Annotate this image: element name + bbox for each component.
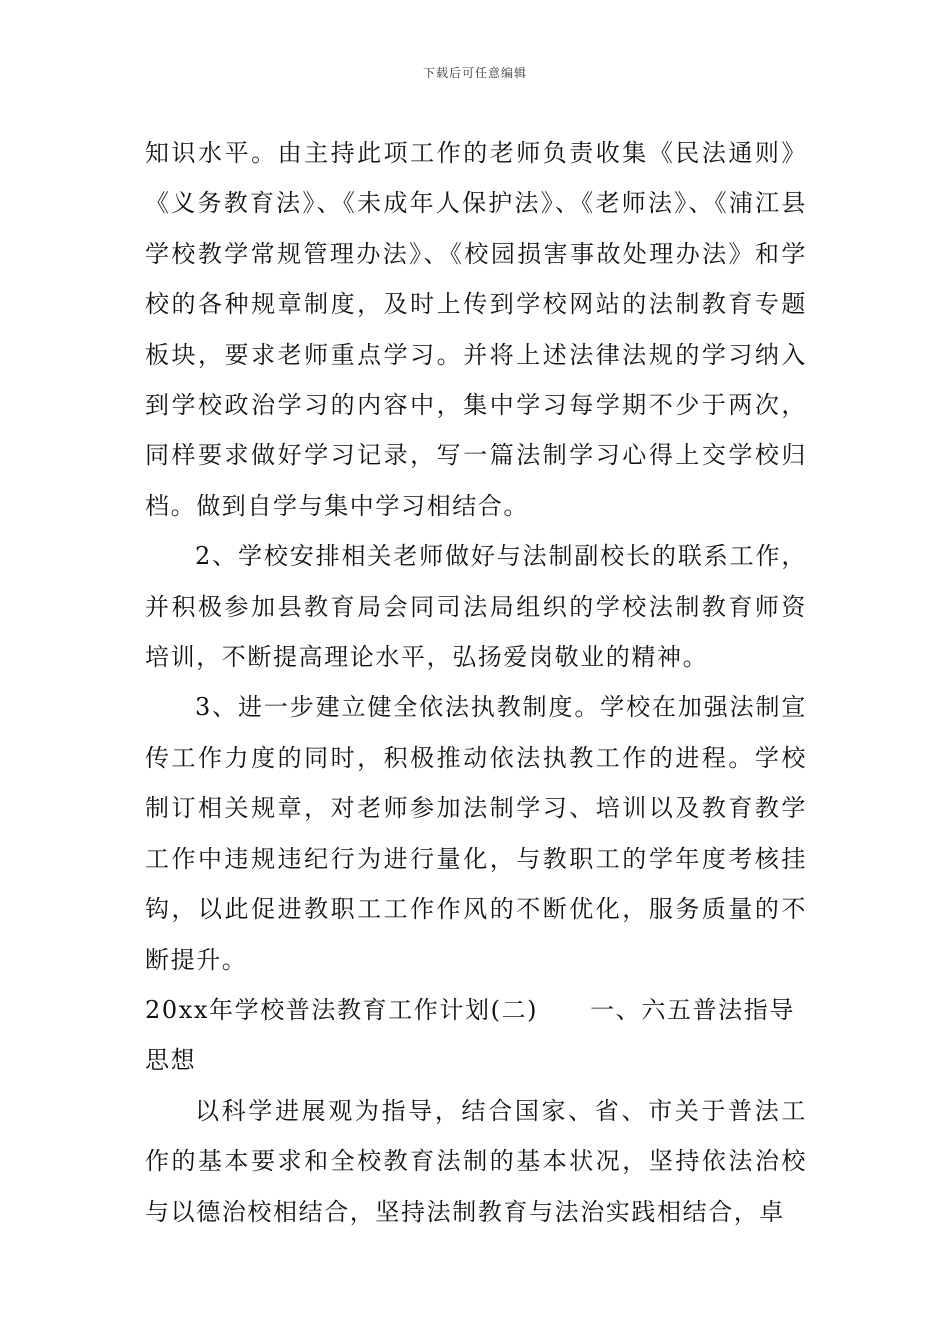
page-header: 下载后可任意编辑 (422, 66, 527, 80)
document-body (145, 128, 807, 1237)
section-heading (145, 985, 807, 1086)
paragraph-guiding-thought: 以科学进展观为指导，结合国家、省、市关于普法工作的基本要求和全校教育法制的基本状况，坚持依法治校与以德治校相结合，坚持法制教育与法治实践相结合，卓 (145, 1096, 807, 1226)
paragraph-item-3: 3、进一步建立健全依法执教制度。学校在加强法制宣传工作力度的同时，积极推动依法执教工作的进程。学校制订相关规章，对老师参加法制学习、培训以及教育教学工作中违规违纪行为进行量化，与教职工的学年度考核挂钩，以此促进教职工工作作风的不断优化，服务质量的不断提升。 (145, 693, 807, 974)
section-subheading: 一、六五普法指导思想 (145, 995, 795, 1075)
paragraph-item-2: 2、学校安排相关老师做好与法制副校长的联系工作，并积极参加县教育局会同司法局组织的学校法制教育师资培训，不断提高理论水平，弘扬爱岗敬业的精神。 (145, 542, 807, 672)
paragraph-study-materials: 知识水平。由主持此项工作的老师负责收集《民法通则》《义务教育法》、《未成年人保护法》、《老师法》、《浦江县学校教学常规管理办法》、《校园损害事故处理办法》和学校的各种规章制度，及时上传到学校网站的法制教育专题板块，要求老师重点学习。并将上述法律法规的学习纳入到学校政治学习的内容中，集中学习每学期不少于两次，同样要求做好学习记录，写一篇法制学习心得上交学校归档。做到自学与集中学习相结合。 (145, 139, 807, 520)
section-title: 20xx年学校普法教育工作计划(二) (145, 995, 539, 1024)
